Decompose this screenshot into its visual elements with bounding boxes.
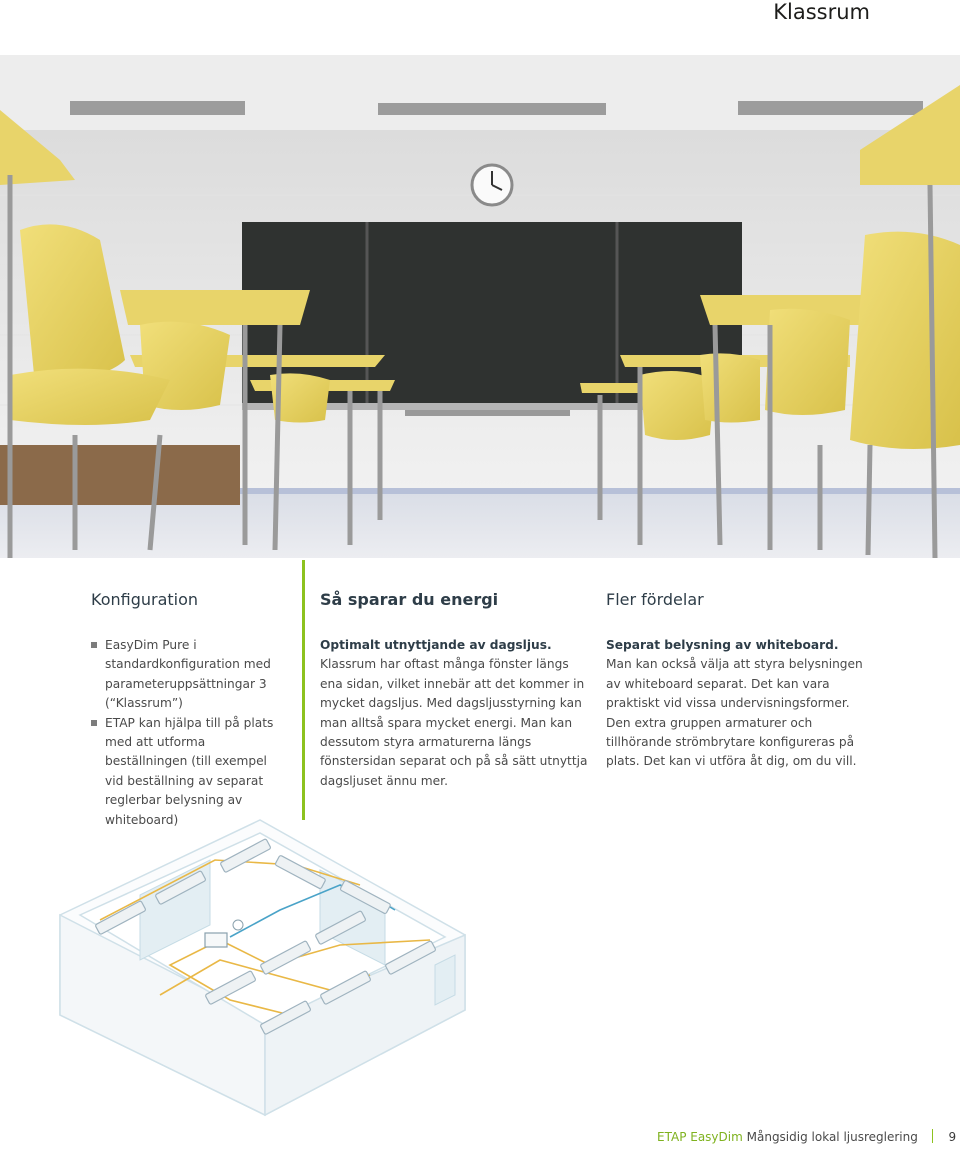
list-item: ETAP kan hjälpa till på plats med att utforma beställningen (till exempel vid beställning av separat reglerbar belysning av whiteboard) [91,714,286,830]
footer-tagline: Mångsidig lokal ljusreglering [746,1130,918,1144]
benefits-text [606,636,866,772]
column-divider [302,560,305,820]
page-number: 9 [948,1130,957,1144]
footer-separator [932,1129,933,1143]
configuration-column [91,590,286,830]
list-item: EasyDim Pure i standardkonfiguration med parameteruppsättningar 3 (“Klassrum”) [91,636,286,714]
savings-lead: Optimalt utnyttjande av dagsljus. [320,638,552,652]
benefits-body: Man kan också välja att styra belysningen av whiteboard separat. Det kan vara praktiskt vid vissa undervisningsformer. Den extra gruppen armaturer och tillhörande strömbrytare konfigureras på plats. Det kan vi utföra åt dig, om du vill. [606,657,863,769]
benefits-lead: Separat belysning av whiteboard. [606,638,839,652]
savings-text [320,636,590,791]
room-wiring-diagram [40,815,490,1145]
benefits-column [606,590,866,772]
page-title: Klassrum [773,0,870,24]
page-footer [657,1129,956,1145]
configuration-list [91,636,286,830]
benefits-heading: Fler fördelar [606,590,704,609]
savings-heading: Så sparar du energi [320,590,499,609]
classroom-photo [0,55,960,558]
savings-body: Klassrum har oftast många fönster längs ena sidan, vilket innebär att det kommer in mycket dagsljus. Med dagsljusstyrning kan man alltså spara mycket energi. Man kan dessutom styra armaturerna längs fönstersidan separat och på så sätt utnyttja dagsljuset ännu mer. [320,657,588,788]
configuration-heading: Konfiguration [91,590,199,609]
savings-column [320,590,590,791]
footer-brand: ETAP EasyDim [657,1130,743,1144]
